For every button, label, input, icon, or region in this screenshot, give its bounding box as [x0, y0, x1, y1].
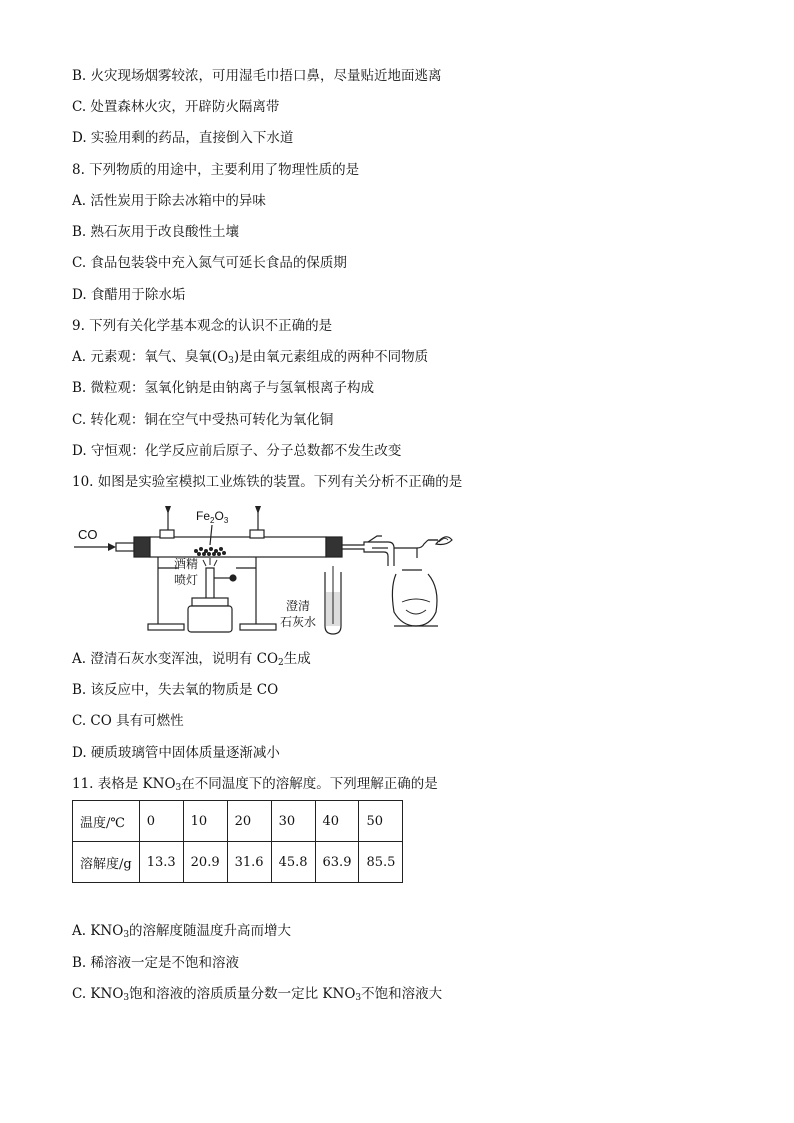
q9-option-b: B. 微粒观：氢氧化钠是由钠离子与氢氧根离子构成	[72, 380, 375, 396]
q11-text: 11. 表格是 KNO	[72, 776, 176, 792]
table-cell: 10	[183, 801, 227, 842]
table-cell: 45.8	[271, 842, 315, 883]
q11-option-a	[72, 921, 291, 945]
alcohol-lamp-burner	[392, 537, 452, 626]
q9a-subscript: 3	[228, 356, 234, 366]
question-9: 9. 下列有关化学基本观念的认识不正确的是	[72, 318, 333, 334]
q10a-text: A. 澄清石灰水变浑浊，说明有 CO	[72, 651, 279, 667]
q10-option-b: B. 该反应中，失去氧的物质是 CO	[72, 682, 279, 698]
q8-option-a: A. 活性炭用于除去冰箱中的异味	[72, 193, 266, 209]
question-8: 8. 下列物质的用途中，主要利用了物理性质的是	[72, 162, 360, 178]
table-cell: 63.9	[315, 842, 359, 883]
q8-option-b: B. 熟石灰用于改良酸性土壤	[72, 224, 240, 240]
q11c-subscript-2: 3	[355, 993, 362, 1003]
q11c-subscript: 3	[123, 993, 130, 1003]
q11-subscript: 3	[175, 783, 182, 793]
q11a-text-end: 的溶解度随温度升高而增大	[129, 923, 292, 939]
q8-option-c: C. 食品包装袋中充入氮气可延长食品的保质期	[72, 255, 347, 271]
iron-smelting-apparatus-figure	[72, 502, 482, 644]
co-label: CO	[78, 527, 98, 542]
q7-option-d: D. 实验用剩的药品，直接倒入下水道	[72, 130, 294, 146]
table-cell: 20	[227, 801, 271, 842]
hard-glass-tube	[150, 537, 326, 557]
q7-option-c: C. 处置森林火灾，开辟防火隔离带	[72, 99, 280, 115]
q8-option-d: D. 食醋用于除水垢	[72, 287, 186, 303]
solubility-table	[72, 800, 403, 883]
fe2o3-label: $Fe_2O_3$	[196, 509, 229, 525]
table-row	[73, 842, 403, 883]
q11a-subscript: 3	[123, 930, 130, 940]
q11-option-b: B. 稀溶液一定是不饱和溶液	[72, 955, 240, 971]
q9a-text-end: )是由氧元素组成的两种不同物质	[233, 349, 429, 365]
limewater-label-1: 澄清	[286, 599, 311, 613]
q7-option-b: B. 火灾现场烟雾较浓，可用湿毛巾捂口鼻，尽量贴近地面逃离	[72, 68, 442, 84]
table-cell: 温度/℃	[73, 801, 140, 842]
table-cell: 85.5	[359, 842, 403, 883]
q9-option-d: D. 守恒观：化学反应前后原子、分子总数都不发生改变	[72, 443, 402, 459]
q10-option-a	[72, 649, 311, 673]
table-cell: 40	[315, 801, 359, 842]
table-cell: 30	[271, 801, 315, 842]
q11c-text-end: 不饱和溶液大	[361, 986, 443, 1002]
q11c-text: C. KNO	[72, 986, 124, 1002]
q10-option-c: C. CO 具有可燃性	[72, 713, 184, 729]
table-cell: 0	[139, 801, 183, 842]
limewater-label-2: 石灰水	[280, 615, 317, 629]
table-cell: 50	[359, 801, 403, 842]
table-cell: 31.6	[227, 842, 271, 883]
table-row	[73, 801, 403, 842]
q10-option-d: D. 硬质玻璃管中固体质量逐渐减小	[72, 745, 280, 761]
q9a-text: A. 元素观：氧气、臭氧(O	[72, 349, 229, 365]
question-11	[72, 774, 438, 798]
lamp-label-2: 喷灯	[174, 573, 199, 587]
q9-option-a	[72, 347, 428, 371]
q11a-text: A. KNO	[72, 923, 124, 939]
q10a-subscript: 2	[278, 658, 284, 668]
q9-option-c: C. 转化观：铜在空气中受热可转化为氧化铜	[72, 412, 334, 428]
table-cell: 20.9	[183, 842, 227, 883]
question-10: 10. 如图是实验室模拟工业炼铁的装置。下列有关分析不正确的是	[72, 474, 463, 490]
limewater-test-tube	[325, 566, 341, 634]
q11-option-c	[72, 984, 442, 1008]
q11c-text-mid: 饱和溶液的溶质质量分数一定比 KNO	[129, 986, 356, 1002]
table-cell: 13.3	[139, 842, 183, 883]
q10a-text-end: 生成	[283, 651, 311, 667]
q11-text-end: 在不同温度下的溶解度。下列理解正确的是	[181, 776, 438, 792]
table-cell: 溶解度/g	[73, 842, 140, 883]
lamp-label-1: 酒精	[174, 557, 199, 571]
